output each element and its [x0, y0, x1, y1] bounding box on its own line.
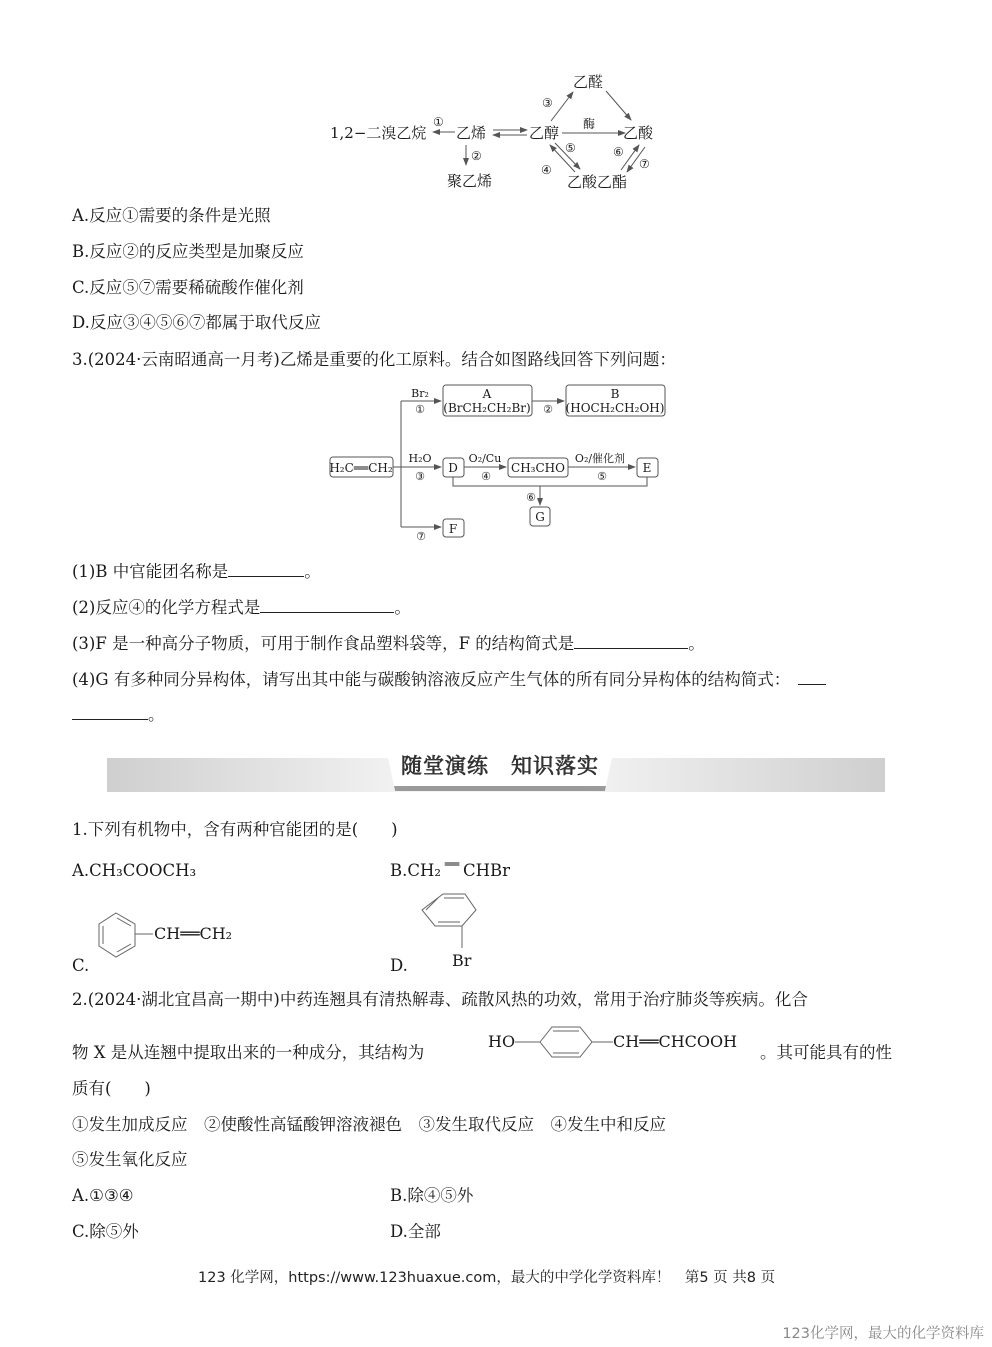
- practice-2-option-c: C.除⑤外: [72, 1222, 139, 1241]
- practice-2-line2-end: 。其可能具有的性: [760, 1043, 892, 1062]
- period: 。: [304, 562, 321, 581]
- node-polyethylene: 聚乙烯: [447, 172, 493, 190]
- practice-1-stem: 1.下列有机物中，含有两种官能团的是( ): [72, 820, 398, 839]
- answer-blank[interactable]: [260, 596, 394, 613]
- practice-2-line1: 2.(2024·湖北宜昌高一期中)中药连翘具有清热解毒、疏散风热的功效，常用于治疗肺炎等疾病。化合: [72, 990, 808, 1009]
- node-acetaldehyde: CH₃CHO: [511, 461, 565, 475]
- hydroxyl-group: HO: [488, 1032, 516, 1051]
- node-g: G: [535, 510, 545, 524]
- label-r7: ⑦: [416, 530, 426, 543]
- label-r2: ②: [471, 149, 482, 163]
- period: 。: [688, 634, 705, 653]
- q3-sub3: [72, 632, 705, 655]
- answer-blank[interactable]: [574, 632, 688, 649]
- practice-2-option-b: B.除④⑤外: [390, 1186, 474, 1205]
- q3-sub2-text: (2)反应④的化学方程式是: [72, 598, 261, 617]
- node-a-formula: (BrCH₂CH₂Br): [443, 401, 531, 415]
- reaction-diagram-2: [0, 370, 992, 550]
- practice-2-props2: ⑤发生氧化反应: [72, 1150, 188, 1169]
- label-r5: ⑤: [565, 141, 576, 155]
- label-r3: ③: [542, 96, 553, 110]
- practice-2-option-a: A.①③④: [72, 1186, 134, 1205]
- option-c: C.反应⑤⑦需要稀硫酸作催化剂: [72, 278, 304, 297]
- option-d: D.反应③④⑤⑥⑦都属于取代反应: [72, 313, 321, 332]
- q3-sub1: [72, 560, 321, 583]
- page-footer: 123 化学网，https://www.123huaxue.com，最大的中学化学资料库！ 第5 页 共8 页: [198, 1270, 776, 1286]
- label-r2: ②: [543, 403, 553, 416]
- node-b-formula: (HOCH₂CH₂OH): [565, 401, 665, 415]
- practice-1-option-d-label: D.: [390, 956, 408, 975]
- label-r4: ④: [541, 163, 552, 177]
- period: 。: [394, 598, 411, 617]
- node-b-label: B: [610, 387, 620, 401]
- option-b-prefix: B.CH₂: [390, 861, 441, 880]
- node-ethyl-acetate: 乙酸乙酯: [567, 173, 628, 191]
- practice-1-option-b: B.CH₂ ══ CHBr: [390, 857, 511, 880]
- reagent-br2: Br₂: [411, 387, 429, 400]
- node-ethylene: 乙烯: [456, 124, 487, 142]
- label-r6: ⑥: [526, 491, 536, 504]
- label-r3: ③: [415, 470, 425, 483]
- vinyl-group: CH══CH₂: [154, 924, 233, 943]
- label-r6: ⑥: [613, 145, 624, 159]
- q3-sub4-cont: [72, 703, 165, 726]
- q3-sub4-text: (4)G 有多种同分异构体，请写出其中能与碳酸钠溶液反应产生气体的所有同分异构体的结构简式：: [72, 670, 791, 689]
- period: 。: [148, 705, 165, 724]
- node-a-label: A: [482, 387, 492, 401]
- propenoic-chain: CH══CHCOOH: [613, 1032, 738, 1051]
- practice-1-option-a: A.CH₃COOCH₃: [72, 861, 197, 880]
- watermark: 123化学网，最大的化学资料库: [782, 1326, 984, 1342]
- label-r5: ⑤: [597, 470, 607, 483]
- answer-blank[interactable]: [798, 668, 826, 685]
- label-r1: ①: [415, 403, 425, 416]
- node-ethanol: 乙醇: [529, 124, 560, 142]
- q3-sub1-text: (1)B 中官能团名称是: [72, 562, 229, 581]
- practice-2-option-d: D.全部: [390, 1222, 441, 1241]
- node-f: F: [448, 522, 458, 536]
- reagent-h2o: H₂O: [408, 452, 432, 465]
- label-r1: ①: [433, 115, 444, 129]
- node-acetic-acid: 乙酸: [623, 124, 654, 142]
- q3-sub3-text: (3)F 是一种高分子物质，可用于制作食品塑料袋等，F 的结构简式是: [72, 634, 575, 653]
- answer-blank[interactable]: [228, 560, 304, 577]
- q3-sub4: [72, 668, 826, 691]
- compound-x-structure: [485, 1022, 755, 1062]
- styrene-structure: [95, 910, 255, 972]
- bromobenzene-structure: [415, 890, 485, 970]
- node-e: E: [642, 461, 652, 475]
- practice-1-option-c-label: C.: [72, 956, 90, 975]
- node-d: D: [448, 461, 458, 475]
- q3-sub2: [72, 596, 411, 619]
- option-b-suffix: CHBr: [463, 861, 511, 880]
- reaction-diagram-1: [0, 0, 992, 200]
- label-enzyme: 酶: [583, 117, 596, 131]
- reagent-o2-catalyst: O₂/催化剂: [574, 452, 626, 465]
- label-r7: ⑦: [639, 157, 650, 171]
- node-acetaldehyde: 乙醛: [573, 73, 604, 91]
- question-3-stem: 3.(2024·云南昭通高一月考)乙烯是重要的化工原料。结合如图路线回答下列问题：: [72, 350, 676, 369]
- practice-2-line3: 质有( ): [72, 1079, 151, 1098]
- option-b: B.反应②的反应类型是加聚反应: [72, 242, 304, 261]
- practice-2-props1: ①发生加成反应 ②使酸性高锰酸钾溶液褪色 ③发生取代反应 ④发生中和反应: [72, 1115, 666, 1134]
- answer-blank[interactable]: [72, 703, 148, 720]
- label-r4: ④: [481, 470, 491, 483]
- section-title: 随堂演练 知识落实: [401, 754, 599, 778]
- practice-2-line2: 物 X 是从连翘中提取出来的一种成分，其结构为: [72, 1043, 425, 1062]
- reagent-o2-cu: O₂/Cu: [468, 452, 502, 465]
- bromine-substituent: Br: [452, 951, 472, 970]
- node-ethylene: H₂C══CH₂: [329, 461, 393, 475]
- node-dibromoethane: 1,2−二溴乙烷: [330, 124, 427, 142]
- option-a: A.反应①需要的条件是光照: [72, 206, 271, 225]
